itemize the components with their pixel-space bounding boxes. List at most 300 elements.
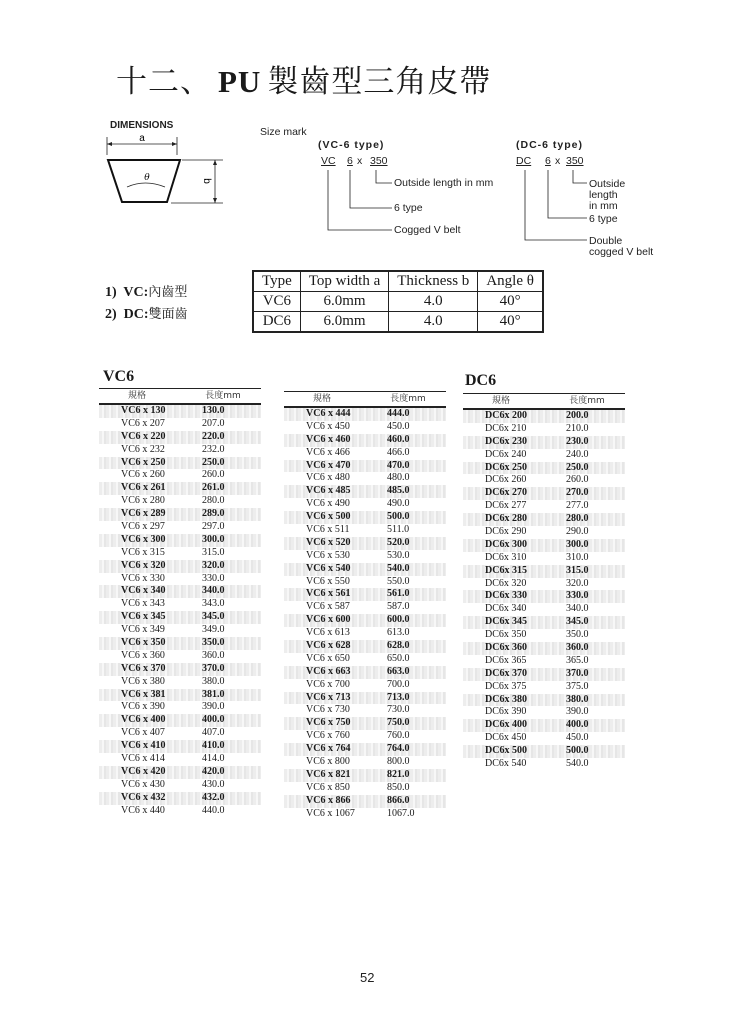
dc-note-length-2: length: [589, 189, 618, 201]
spec-cell: 6.0mm: [300, 312, 388, 333]
col-length-header: 長度mm: [205, 391, 241, 401]
part-code: DC6x 365: [485, 654, 527, 666]
part-code: VC6 x 713: [306, 691, 351, 703]
table-row: [284, 756, 446, 769]
part-code: VC6 x 250: [121, 456, 166, 468]
part-code: VC6 x 650: [306, 652, 350, 664]
spec-table: [252, 270, 544, 333]
part-length: 713.0: [387, 691, 410, 703]
part-length: 866.0: [387, 794, 410, 806]
dc-note-length-3: in mm: [589, 200, 618, 212]
table-row: [284, 808, 446, 821]
belt-cross-section-diagram: [95, 130, 235, 210]
part-length: 365.0: [566, 654, 589, 666]
part-length: 345.0: [202, 611, 225, 623]
part-length: 375.0: [566, 680, 589, 692]
part-code: VC6 x 300: [121, 533, 166, 545]
part-length: 466.0: [387, 446, 410, 458]
part-length: 730.0: [387, 704, 410, 716]
list-rows: [284, 408, 446, 821]
part-code: VC6 x 800: [306, 756, 350, 768]
table-row: [99, 779, 261, 792]
part-length: 440.0: [202, 804, 225, 816]
part-code: VC6 x 261: [121, 482, 166, 494]
part-code: DC6x 330: [485, 590, 527, 602]
part-length: 613.0: [387, 627, 410, 639]
part-code: VC6 x 407: [121, 727, 165, 739]
part-code: VC6 x 444: [306, 408, 351, 419]
part-code: VC6 x 340: [121, 585, 166, 597]
part-code: VC6 x 349: [121, 624, 165, 636]
part-code: VC6 x 866: [306, 794, 351, 806]
spec-table-header: [253, 271, 543, 292]
table-row: [284, 640, 446, 653]
spec-cell: 40°: [478, 292, 543, 312]
part-length: 750.0: [387, 717, 410, 729]
part-length: 349.0: [202, 624, 225, 636]
dc-type-heading: (DC-6 type): [516, 139, 584, 151]
vc6-section-title: VC6: [103, 368, 135, 385]
table-row: [463, 474, 625, 487]
part-code: VC6 x 430: [121, 778, 165, 790]
table-row: [463, 513, 625, 526]
part-length: 207.0: [202, 417, 225, 429]
table-row: [463, 552, 625, 565]
dim-b-arrow-bottom: [213, 198, 217, 203]
list-header: [284, 391, 446, 408]
part-code: VC6 x 410: [121, 740, 166, 752]
spec-table-row: [253, 312, 543, 333]
part-length: 650.0: [387, 652, 410, 664]
part-length: 300.0: [202, 533, 225, 545]
part-code: VC6 x 414: [121, 753, 165, 765]
part-length: 340.0: [566, 603, 589, 615]
part-code: VC6 x 628: [306, 640, 351, 652]
part-code: VC6 x 490: [306, 498, 350, 510]
vc-type-num: 6: [347, 155, 353, 167]
part-code: VC6 x 207: [121, 417, 165, 429]
table-row: [284, 717, 446, 730]
vc-length: 350: [370, 155, 388, 167]
part-length: 390.0: [566, 706, 589, 718]
dimensions-label: DIMENSIONS: [110, 120, 174, 131]
table-row: [284, 588, 446, 601]
part-length: 700.0: [387, 678, 410, 690]
table-row: [99, 805, 261, 818]
part-length: 340.0: [202, 585, 225, 597]
spec-cell: 4.0: [389, 292, 478, 312]
part-length: 480.0: [387, 472, 410, 484]
spec-cell: VC6: [253, 292, 300, 312]
table-row: [99, 431, 261, 444]
table-row: [99, 585, 261, 598]
table-row: [284, 614, 446, 627]
table-row: [99, 727, 261, 740]
table-row: [284, 627, 446, 640]
vc-note-type: 6 type: [394, 202, 423, 214]
table-row: [284, 537, 446, 550]
dc6-list: [463, 393, 625, 771]
table-row: [284, 704, 446, 717]
table-row: [284, 550, 446, 563]
spec-cell: DC6: [253, 312, 300, 333]
vc-type-heading: (VC-6 type): [318, 139, 385, 151]
part-length: 561.0: [387, 588, 410, 600]
dim-theta-text: θ: [144, 173, 150, 183]
part-code: DC6x 350: [485, 629, 527, 641]
part-length: 220.0: [202, 430, 225, 442]
table-row: [463, 681, 625, 694]
part-code: VC6 x 600: [306, 614, 351, 626]
dc-note-code-1: Double: [589, 235, 623, 247]
part-code: VC6 x 420: [121, 765, 166, 777]
table-row: [99, 469, 261, 482]
part-code: VC6 x 520: [306, 536, 351, 548]
part-length: 381.0: [202, 688, 225, 700]
part-length: 360.0: [566, 642, 589, 654]
part-length: 350.0: [202, 637, 225, 649]
part-code: DC6x 200: [485, 410, 527, 421]
spec-header-angle: Angle θ: [478, 271, 543, 292]
part-code: VC6 x 850: [306, 781, 350, 793]
table-row: [463, 500, 625, 513]
table-row: [99, 560, 261, 573]
title-prefix: 十二、: [116, 64, 212, 100]
part-length: 360.0: [202, 649, 225, 661]
part-length: 600.0: [387, 614, 410, 626]
part-length: 821.0: [387, 768, 410, 780]
dc-length: 350: [566, 155, 584, 167]
table-row: [284, 421, 446, 434]
col-length-header: 長度mm: [569, 396, 605, 406]
part-length: 450.0: [387, 420, 410, 432]
part-code: DC6x 310: [485, 551, 527, 563]
part-code: DC6x 300: [485, 538, 527, 550]
table-row: [463, 487, 625, 500]
part-length: 407.0: [202, 727, 225, 739]
table-row: [463, 694, 625, 707]
part-code: VC6 x 821: [306, 768, 351, 780]
part-length: 210.0: [566, 422, 589, 434]
table-row: [99, 547, 261, 560]
spec-cell: 6.0mm: [300, 292, 388, 312]
table-row: [284, 434, 446, 447]
part-length: 315.0: [202, 546, 225, 558]
part-code: VC6 x 297: [121, 521, 165, 533]
part-length: 240.0: [566, 448, 589, 460]
part-code: VC6 x 485: [306, 485, 351, 497]
table-row: [284, 472, 446, 485]
part-code: DC6x 240: [485, 448, 527, 460]
table-row: [284, 563, 446, 576]
spec-table-row: [253, 292, 543, 312]
part-code: VC6 x 380: [121, 675, 165, 687]
table-row: [99, 637, 261, 650]
table-row: [284, 653, 446, 666]
dc-type-num: 6: [545, 155, 551, 167]
table-row: [99, 534, 261, 547]
table-row: [463, 578, 625, 591]
part-code: VC6 x 360: [121, 649, 165, 661]
table-row: [463, 758, 625, 771]
table-row: [284, 692, 446, 705]
table-row: [99, 689, 261, 702]
vc-leader-lines: [320, 166, 400, 238]
spec-header-thickness: Thickness b: [389, 271, 478, 292]
table-row: [284, 460, 446, 473]
part-code: DC6x 345: [485, 616, 527, 628]
part-code: DC6x 277: [485, 500, 527, 512]
title-pu: PU: [218, 64, 262, 99]
table-row: [284, 730, 446, 743]
col-length-header: 長度mm: [390, 394, 426, 404]
part-code: VC6 x 764: [306, 743, 351, 755]
part-code: VC6 x 345: [121, 611, 166, 623]
part-length: 663.0: [387, 665, 410, 677]
part-length: 800.0: [387, 756, 410, 768]
table-row: [99, 598, 261, 611]
table-row: [284, 485, 446, 498]
part-code: VC6 x 432: [121, 791, 166, 803]
part-code: DC6x 260: [485, 474, 527, 486]
table-row: [284, 511, 446, 524]
part-code: VC6 x 540: [306, 562, 351, 574]
table-row: [284, 447, 446, 460]
legend-num: 2): [105, 307, 117, 322]
table-row: [99, 740, 261, 753]
dc-note-code-2: cogged V belt: [589, 246, 654, 258]
table-row: [99, 508, 261, 521]
part-code: VC6 x 390: [121, 701, 165, 713]
part-length: 280.0: [202, 495, 225, 507]
table-row: [99, 663, 261, 676]
part-length: 540.0: [387, 562, 410, 574]
table-row: [99, 650, 261, 663]
part-code: VC6 x 330: [121, 572, 165, 584]
legend-code: VC:: [123, 285, 149, 300]
part-length: 200.0: [566, 410, 589, 421]
part-length: 500.0: [387, 511, 410, 523]
part-length: 460.0: [387, 433, 410, 445]
part-length: 490.0: [387, 498, 410, 510]
part-code: DC6x 340: [485, 603, 527, 615]
part-code: DC6x 320: [485, 577, 527, 589]
part-length: 380.0: [566, 693, 589, 705]
legend-code: DC:: [123, 307, 149, 322]
table-row: [99, 521, 261, 534]
table-row: [463, 539, 625, 552]
part-code: VC6 x 663: [306, 665, 351, 677]
part-code: DC6x 210: [485, 422, 527, 434]
legend-desc: 雙面齒: [148, 307, 188, 322]
part-length: 760.0: [387, 730, 410, 742]
part-code: DC6x 450: [485, 732, 527, 744]
part-length: 270.0: [566, 487, 589, 499]
part-code: VC6 x 587: [306, 601, 350, 613]
table-row: [284, 769, 446, 782]
part-code: VC6 x 530: [306, 549, 350, 561]
part-length: 343.0: [202, 598, 225, 610]
table-row: [284, 743, 446, 756]
part-length: 380.0: [202, 675, 225, 687]
table-row: [463, 642, 625, 655]
vc6-list-1: [99, 388, 261, 818]
part-length: 764.0: [387, 743, 410, 755]
size-mark-label: Size mark: [260, 126, 307, 138]
table-row: [99, 405, 261, 418]
table-row: [99, 624, 261, 637]
table-row: [99, 611, 261, 624]
part-length: 250.0: [202, 456, 225, 468]
table-row: [463, 745, 625, 758]
table-row: [463, 462, 625, 475]
part-length: 289.0: [202, 508, 225, 520]
part-code: VC6 x 220: [121, 430, 166, 442]
table-row: [463, 629, 625, 642]
table-row: [463, 732, 625, 745]
table-row: [463, 668, 625, 681]
dc-note-length-1: Outside: [589, 178, 626, 190]
part-code: VC6 x 550: [306, 575, 350, 587]
part-code: VC6 x 730: [306, 704, 350, 716]
part-length: 330.0: [202, 572, 225, 584]
part-length: 400.0: [202, 714, 225, 726]
vc-note-length: Outside length in mm: [394, 177, 494, 189]
table-row: [99, 701, 261, 714]
part-length: 230.0: [566, 435, 589, 447]
part-code: DC6x 500: [485, 745, 527, 757]
part-code: DC6x 290: [485, 526, 527, 538]
part-length: 432.0: [202, 791, 225, 803]
part-code: VC6 x 700: [306, 678, 350, 690]
dc-leader-lines: [515, 166, 595, 244]
table-row: [463, 616, 625, 629]
part-code: VC6 x 289: [121, 508, 166, 520]
part-code: VC6 x 280: [121, 495, 165, 507]
title-suffix: 製齒型三角皮帶: [267, 64, 492, 100]
part-code: VC6 x 130: [121, 405, 166, 416]
table-row: [99, 792, 261, 805]
part-code: VC6 x 470: [306, 459, 351, 471]
table-row: [463, 655, 625, 668]
part-length: 320.0: [566, 577, 589, 589]
table-row: [284, 782, 446, 795]
part-code: VC6 x 440: [121, 804, 165, 816]
table-row: [463, 423, 625, 436]
dim-b-arrow-top: [213, 160, 217, 165]
part-code: VC6 x 460: [306, 433, 351, 445]
table-row: [99, 457, 261, 470]
part-code: VC6 x 1067: [306, 807, 355, 819]
col-spec-header: 規格: [312, 394, 331, 404]
dc6-section-title: DC6: [465, 372, 497, 389]
part-length: 850.0: [387, 781, 410, 793]
part-code: VC6 x 450: [306, 420, 350, 432]
part-code: DC6x 280: [485, 513, 527, 525]
col-spec-header: 規格: [127, 391, 146, 401]
table-row: [463, 590, 625, 603]
table-row: [463, 410, 625, 423]
part-length: 350.0: [566, 629, 589, 641]
part-length: 444.0: [387, 408, 410, 419]
table-row: [463, 603, 625, 616]
dim-a-arrow-right: [172, 142, 177, 146]
part-length: 410.0: [202, 740, 225, 752]
part-length: 390.0: [202, 701, 225, 713]
part-code: DC6x 380: [485, 693, 527, 705]
part-length: 277.0: [566, 500, 589, 512]
part-code: DC6x 250: [485, 461, 527, 473]
part-code: VC6 x 750: [306, 717, 351, 729]
part-length: 280.0: [566, 513, 589, 525]
part-length: 530.0: [387, 549, 410, 561]
list-rows: [99, 405, 261, 818]
legend-num: 1): [105, 285, 117, 300]
table-row: [284, 795, 446, 808]
part-length: 587.0: [387, 601, 410, 613]
legend-item-vc: [105, 281, 187, 301]
table-row: [99, 444, 261, 457]
part-code: VC6 x 343: [121, 598, 165, 610]
table-row: [284, 601, 446, 614]
dc-code: DC: [516, 155, 532, 167]
part-length: 550.0: [387, 575, 410, 587]
spec-cell: 40°: [478, 312, 543, 333]
table-row: [463, 706, 625, 719]
part-code: DC6x 360: [485, 642, 527, 654]
part-length: 232.0: [202, 443, 225, 455]
part-code: VC6 x 561: [306, 588, 351, 600]
angle-arc: [127, 183, 165, 187]
list-header: [463, 393, 625, 410]
part-length: 628.0: [387, 640, 410, 652]
part-code: VC6 x 400: [121, 714, 166, 726]
table-row: [284, 576, 446, 589]
table-row: [99, 573, 261, 586]
part-code: DC6x 375: [485, 680, 527, 692]
part-length: 500.0: [566, 745, 589, 757]
page-number: 52: [360, 970, 375, 985]
legend-desc: 內齒型: [148, 285, 188, 300]
list-header: [99, 388, 261, 405]
table-row: [284, 666, 446, 679]
part-code: DC6x 400: [485, 719, 527, 731]
part-length: 414.0: [202, 753, 225, 765]
part-length: 470.0: [387, 459, 410, 471]
list-rows: [463, 410, 625, 771]
spec-header-type: Type: [253, 271, 300, 292]
dc-x: x: [555, 155, 561, 167]
dim-b-text: b: [201, 178, 212, 184]
part-length: 520.0: [387, 536, 410, 548]
part-length: 260.0: [202, 469, 225, 481]
part-length: 420.0: [202, 765, 225, 777]
part-length: 290.0: [566, 526, 589, 538]
part-length: 300.0: [566, 538, 589, 550]
part-length: 400.0: [566, 719, 589, 731]
table-row: [284, 679, 446, 692]
part-length: 260.0: [566, 474, 589, 486]
col-spec-header: 規格: [491, 396, 510, 406]
table-row: [463, 719, 625, 732]
part-code: DC6x 390: [485, 706, 527, 718]
part-length: 370.0: [202, 662, 225, 674]
table-row: [463, 526, 625, 539]
part-code: DC6x 540: [485, 758, 527, 770]
table-row: [284, 408, 446, 421]
table-row: [99, 753, 261, 766]
part-length: 297.0: [202, 521, 225, 533]
